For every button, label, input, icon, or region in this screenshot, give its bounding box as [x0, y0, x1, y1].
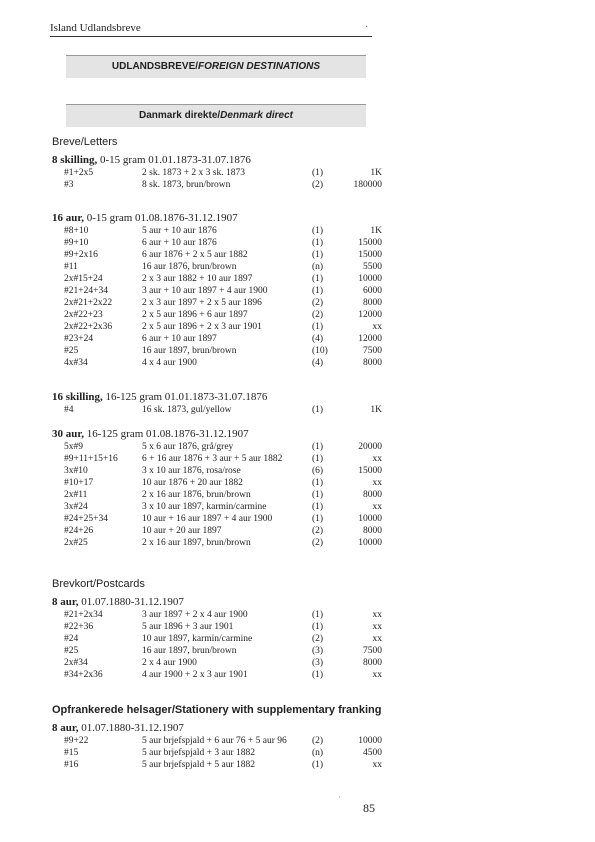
cell-description: 5 aur brjefspjald + 6 aur 76 + 5 aur 96 [142, 736, 287, 746]
cell-count: (1) [312, 454, 324, 464]
cell-catalog-number: #9+11+15+16 [64, 454, 118, 464]
cell-value: 8000 [363, 526, 382, 536]
cell-count: (3) [312, 646, 324, 656]
cell-count: (2) [312, 538, 324, 548]
cell-value: 5500 [363, 262, 382, 272]
cell-count: (1) [312, 442, 324, 452]
cell-description: 6 aur + 10 aur 1876 [142, 238, 217, 248]
cell-catalog-number: #1+2x5 [64, 168, 94, 178]
banner-denmark-main: Danmark direkte/ [139, 110, 221, 121]
cell-description: 10 aur 1876 + 20 aur 1882 [142, 478, 243, 488]
cell-description: 2 sk. 1873 + 2 x 3 sk. 1873 [142, 168, 246, 178]
cell-value: 8000 [363, 658, 382, 668]
cell-value: 10000 [358, 736, 382, 746]
cell-value: 15000 [358, 238, 382, 248]
group-rate: 16 skilling, [52, 391, 103, 403]
group-weight-period: 01.07.1880-31.12.1907 [78, 596, 184, 608]
group-heading [52, 596, 382, 609]
banner-foreign-main: UDLANDSBREVE/ [111, 61, 199, 72]
table-row [52, 225, 382, 237]
table-row [52, 489, 382, 501]
table-row [52, 167, 382, 179]
cell-count: (2) [312, 634, 324, 644]
cell-count: (1) [312, 238, 324, 248]
table-row [52, 179, 382, 191]
table-row [52, 441, 382, 453]
cell-catalog-number: 4x#34 [64, 358, 88, 368]
cell-catalog-number: #21+24+34 [64, 286, 108, 296]
cell-description: 3 aur 1897 + 2 x 4 aur 1900 [142, 610, 248, 620]
cell-count: (1) [312, 670, 324, 680]
rate-group [52, 391, 382, 416]
cell-value: 10000 [358, 538, 382, 548]
cell-value: xx [372, 622, 382, 632]
cell-description: 4 aur 1900 + 2 x 3 aur 1901 [142, 670, 248, 680]
banner-foreign-destinations [66, 55, 366, 78]
cell-value: xx [372, 670, 382, 680]
table-row [52, 285, 382, 297]
table-row [52, 477, 382, 489]
cell-description: 2 x 4 aur 1900 [142, 658, 197, 668]
table-row [52, 759, 382, 771]
cell-value: 10000 [358, 274, 382, 284]
cell-value: 12000 [358, 334, 382, 344]
cell-count: (1) [312, 226, 324, 236]
cell-count: (1) [312, 250, 324, 260]
group-rate: 30 aur, [52, 428, 84, 440]
cell-description: 10 aur + 20 aur 1897 [142, 526, 222, 536]
cell-count: (2) [312, 526, 324, 536]
corner-mark: · [338, 792, 341, 802]
cell-count: (1) [312, 760, 324, 770]
cell-catalog-number: #9+2x16 [64, 250, 98, 260]
cell-catalog-number: #24+25+34 [64, 514, 108, 524]
cell-description: 2 x 16 aur 1897, brun/brown [142, 538, 251, 548]
cell-count: (6) [312, 466, 324, 476]
cell-description: 4 x 4 aur 1900 [142, 358, 197, 368]
cell-value: 6000 [363, 286, 382, 296]
cell-count: (1) [312, 168, 324, 178]
cell-catalog-number: 2x#25 [64, 538, 88, 548]
table-row [52, 465, 382, 477]
cell-count: (2) [312, 310, 324, 320]
header-mark: · [365, 22, 369, 33]
cell-description: 10 aur 1897, karmin/carmine [142, 634, 253, 644]
table-row [52, 273, 382, 285]
cell-catalog-number: #10+17 [64, 478, 94, 488]
cell-description: 5 x 6 aur 1876, grå/grey [142, 442, 234, 452]
cell-description: 3 x 10 aur 1897, karmin/carmine [142, 502, 267, 512]
cell-catalog-number: 2x#22+2x36 [64, 322, 113, 332]
banner-foreign-italic: FOREIGN DESTINATIONS [198, 61, 321, 72]
section-title-postcards: Brevkort/Postcards [52, 578, 145, 590]
cell-description: 5 aur brjefspjald + 3 aur 1882 [142, 748, 255, 758]
cell-catalog-number: #8+10 [64, 226, 89, 236]
group-weight-period: 16-125 gram 01.01.1873-31.07.1876 [102, 391, 268, 403]
cell-count: (2) [312, 736, 324, 746]
cell-count: (1) [312, 274, 324, 284]
cell-catalog-number: #11 [64, 262, 78, 272]
cell-count: (1) [312, 502, 324, 512]
cell-value: xx [372, 502, 382, 512]
running-header: Island Udlandsbreve [50, 22, 372, 37]
cell-value: 15000 [358, 466, 382, 476]
cell-catalog-number: #25 [64, 646, 79, 656]
cell-catalog-number: #15 [64, 748, 79, 758]
cell-value: 4500 [363, 748, 382, 758]
rate-group [52, 154, 382, 191]
cell-description: 6 aur + 10 aur 1897 [142, 334, 217, 344]
cell-description: 6 aur 1876 + 2 x 5 aur 1882 [142, 250, 248, 260]
table-row [52, 309, 382, 321]
table-row [52, 501, 382, 513]
cell-catalog-number: #22+36 [64, 622, 94, 632]
cell-catalog-number: #9+10 [64, 238, 89, 248]
cell-count: (3) [312, 658, 324, 668]
cell-value: 1K [370, 226, 382, 236]
cell-count: (1) [312, 322, 324, 332]
page-number: 85 [363, 801, 375, 815]
cell-description: 2 x 5 aur 1896 + 2 x 3 aur 1901 [142, 322, 262, 332]
group-heading [52, 154, 382, 167]
cell-description: 2 x 3 aur 1897 + 2 x 5 aur 1896 [142, 298, 262, 308]
cell-catalog-number: 2x#11 [64, 490, 88, 500]
cell-description: 16 sk. 1873, gul/yellow [142, 405, 232, 415]
table-row [52, 345, 382, 357]
table-row [52, 357, 382, 369]
group-heading [52, 722, 382, 735]
group-weight-period: 0-15 gram 01.01.1873-31.07.1876 [97, 154, 251, 166]
table-row [52, 404, 382, 416]
table-row [52, 747, 382, 759]
cell-value: 180000 [353, 180, 382, 190]
group-heading [52, 212, 382, 225]
cell-description: 16 aur 1897, brun/brown [142, 346, 237, 356]
cell-value: 7500 [363, 646, 382, 656]
table-row [52, 645, 382, 657]
cell-value: xx [372, 610, 382, 620]
cell-value: 1K [370, 405, 382, 415]
cell-description: 5 aur + 10 aur 1876 [142, 226, 217, 236]
group-weight-period: 01.07.1880-31.12.1907 [78, 722, 184, 734]
banner-denmark-italic: Denmark direct [220, 110, 293, 121]
cell-catalog-number: #25 [64, 346, 79, 356]
cell-catalog-number: #9+22 [64, 736, 89, 746]
cell-description: 16 aur 1876, brun/brown [142, 262, 237, 272]
section-title-letters: Breve/Letters [52, 136, 118, 148]
cell-value: xx [372, 760, 382, 770]
cell-count: (1) [312, 514, 324, 524]
cell-description: 5 aur 1896 + 3 aur 1901 [142, 622, 234, 632]
cell-count: (2) [312, 298, 324, 308]
cell-catalog-number: #34+2x36 [64, 670, 103, 680]
table-row [52, 633, 382, 645]
group-rate: 8 aur, [52, 722, 79, 734]
cell-value: xx [372, 634, 382, 644]
group-weight-period: 16-125 gram 01.08.1876-31.12.1907 [84, 428, 249, 440]
cell-value: 20000 [358, 442, 382, 452]
table-row [52, 669, 382, 681]
table-row [52, 525, 382, 537]
group-rate: 8 aur, [52, 596, 79, 608]
cell-catalog-number: 5x#9 [64, 442, 83, 452]
group-rate: 16 aur, [52, 212, 84, 224]
cell-description: 8 sk. 1873, brun/brown [142, 180, 231, 190]
cell-count: (1) [312, 286, 324, 296]
cell-value: 8000 [363, 298, 382, 308]
table-row [52, 453, 382, 465]
cell-count: (10) [312, 346, 328, 356]
cell-count: (1) [312, 405, 324, 415]
cell-catalog-number: #23+24 [64, 334, 94, 344]
cell-catalog-number: #24+26 [64, 526, 94, 536]
cell-catalog-number: #24 [64, 634, 79, 644]
cell-value: 15000 [358, 250, 382, 260]
cell-description: 10 aur + 16 aur 1897 + 4 aur 1900 [142, 514, 273, 524]
cell-value: 1K [370, 168, 382, 178]
table-row [52, 333, 382, 345]
cell-description: 3 x 10 aur 1876, rosa/rose [142, 466, 241, 476]
table-row [52, 621, 382, 633]
cell-count: (1) [312, 478, 324, 488]
group-rate: 8 skilling, [52, 154, 98, 166]
table-row [52, 249, 382, 261]
section-title-stationery: Opfrankerede helsager/Stationery with supplementary franking [52, 704, 382, 716]
cell-description: 5 aur brjefspjald + 5 aur 1882 [142, 760, 255, 770]
cell-catalog-number: #21+2x34 [64, 610, 103, 620]
cell-count: (n) [312, 262, 324, 272]
group-heading [52, 391, 382, 404]
cell-count: (1) [312, 490, 324, 500]
rate-group [52, 722, 382, 771]
cell-catalog-number: 2x#21+2x22 [64, 298, 113, 308]
group-heading [52, 428, 382, 441]
rate-group [52, 212, 382, 369]
cell-count: (4) [312, 334, 324, 344]
table-row [52, 537, 382, 549]
table-row [52, 513, 382, 525]
cell-catalog-number: #16 [64, 760, 79, 770]
cell-value: 8000 [363, 358, 382, 368]
cell-catalog-number: 2x#22+23 [64, 310, 103, 320]
cell-description: 16 aur 1897, brun/brown [142, 646, 237, 656]
cell-value: xx [372, 478, 382, 488]
cell-value: xx [372, 454, 382, 464]
table-row [52, 657, 382, 669]
table-row [52, 735, 382, 747]
cell-value: 7500 [363, 346, 382, 356]
cell-value: 10000 [358, 514, 382, 524]
cell-description: 2 x 16 aur 1876, brun/brown [142, 490, 251, 500]
cell-count: (1) [312, 622, 324, 632]
cell-catalog-number: 2x#15+24 [64, 274, 103, 284]
table-row [52, 321, 382, 333]
cell-catalog-number: 3x#10 [64, 466, 88, 476]
cell-catalog-number: #3 [64, 180, 74, 190]
cell-catalog-number: #4 [64, 405, 74, 415]
cell-count: (n) [312, 748, 324, 758]
cell-count: (4) [312, 358, 324, 368]
cell-count: (2) [312, 180, 324, 190]
table-row [52, 297, 382, 309]
cell-catalog-number: 2x#34 [64, 658, 88, 668]
cell-value: 12000 [358, 310, 382, 320]
cell-description: 2 x 3 aur 1882 + 10 aur 1897 [142, 274, 253, 284]
rate-group [52, 428, 382, 549]
cell-catalog-number: 3x#24 [64, 502, 88, 512]
cell-description: 6 + 16 aur 1876 + 3 aur + 5 aur 1882 [142, 454, 283, 464]
cell-count: (1) [312, 610, 324, 620]
table-row [52, 237, 382, 249]
banner-denmark-direct [66, 104, 366, 127]
table-row [52, 609, 382, 621]
table-row [52, 261, 382, 273]
cell-value: xx [372, 322, 382, 332]
rate-group [52, 596, 382, 681]
cell-description: 3 aur + 10 aur 1897 + 4 aur 1900 [142, 286, 268, 296]
group-weight-period: 0-15 gram 01.08.1876-31.12.1907 [84, 212, 238, 224]
cell-description: 2 x 5 aur 1896 + 6 aur 1897 [142, 310, 248, 320]
cell-value: 8000 [363, 490, 382, 500]
